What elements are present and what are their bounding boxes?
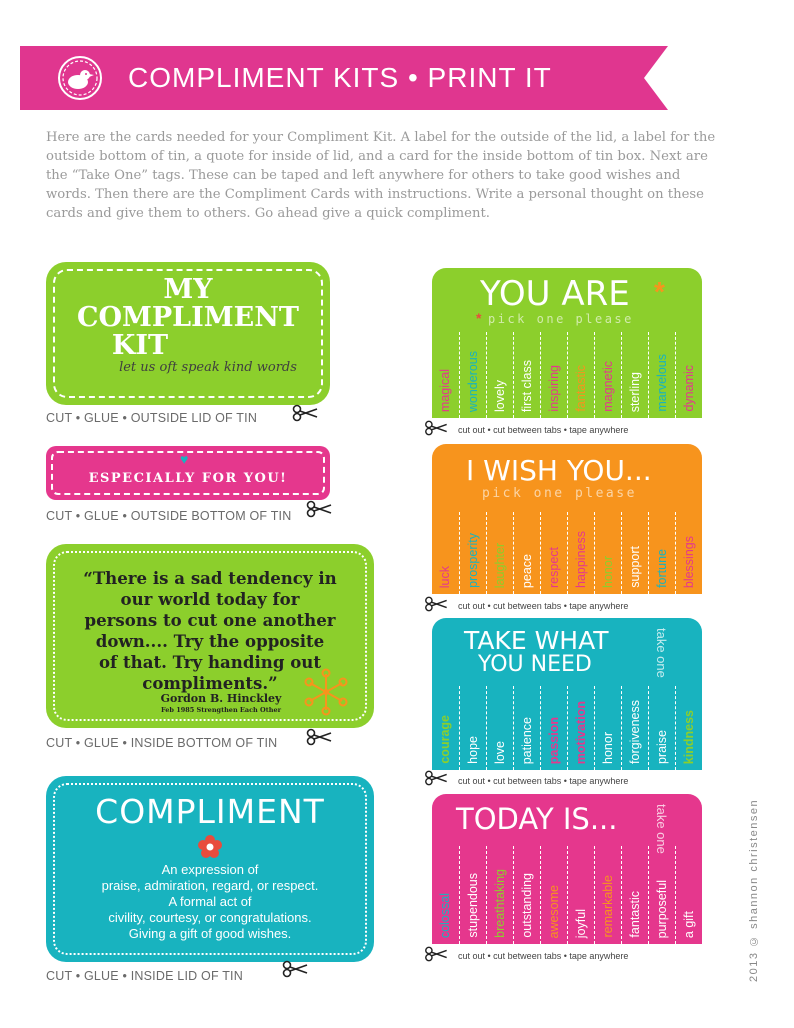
- compliment-definition-card: [46, 776, 374, 962]
- quote-line: compliments.”: [142, 673, 278, 693]
- tag-today-is: [432, 794, 702, 944]
- tag-caption: cut out • cut between tabs • tape anywhere: [458, 776, 629, 786]
- tag-caption: cut out • cut between tabs • tape anywhere: [458, 425, 629, 435]
- tear-tab[interactable]: hope: [459, 686, 486, 770]
- tag-title-line2: YOU NEED: [478, 652, 592, 677]
- tear-tab[interactable]: marvelous: [648, 332, 675, 418]
- copyright-credit: 2013 © shannon christensen: [748, 798, 760, 982]
- tear-tab[interactable]: sterling: [621, 332, 648, 418]
- definition-line: praise, admiration, regard, or respect.: [101, 878, 319, 893]
- quote-card: [46, 544, 374, 728]
- tear-tab[interactable]: wonderous: [459, 332, 486, 418]
- quote-author: Gordon B. Hinckley: [160, 692, 282, 705]
- take-one-label: take one: [654, 804, 669, 854]
- asterisk-icon: *: [654, 276, 665, 307]
- heart-icon: ♥: [180, 451, 189, 467]
- scissors-icon: [424, 946, 448, 962]
- tear-tab[interactable]: outstanding: [513, 846, 540, 944]
- tear-tab[interactable]: first class: [513, 332, 540, 418]
- header-banner: [20, 46, 668, 110]
- tear-tab[interactable]: praise: [648, 686, 675, 770]
- tear-tab[interactable]: peace: [513, 512, 540, 594]
- quote-caption: CUT • GLUE • INSIDE BOTTOM OF TIN: [46, 736, 278, 750]
- tag-title: I WISH YOU...: [466, 454, 652, 487]
- tag-tabs: [432, 846, 702, 944]
- tear-tab[interactable]: luck: [438, 565, 452, 588]
- page-title: COMPLIMENT KITS • PRINT IT: [128, 62, 552, 93]
- especially-text: ESPECIALLY FOR YOU!: [88, 471, 288, 486]
- tear-tab[interactable]: honor: [594, 686, 621, 770]
- quote-line: of that. Try handing out: [98, 652, 321, 672]
- tear-tab[interactable]: forgiveness: [621, 686, 648, 770]
- tag-tabs: [432, 686, 702, 770]
- kit-label-card: [46, 262, 330, 405]
- definition-line: An expression of: [161, 862, 259, 877]
- scissors-icon: [292, 404, 318, 422]
- flower-icon: [197, 834, 223, 860]
- tag-title: TAKE WHAT: [464, 626, 609, 655]
- tear-tab[interactable]: prosperity: [459, 512, 486, 594]
- compliment-title: COMPLIMENT: [95, 792, 325, 831]
- asterisk-icon: *: [476, 310, 482, 326]
- tear-tab[interactable]: honor: [594, 512, 621, 594]
- tear-tab[interactable]: support: [621, 512, 648, 594]
- tag-i-wish-you: [432, 444, 702, 594]
- compliment-caption: CUT • GLUE • INSIDE LID OF TIN: [46, 969, 243, 983]
- tear-tab[interactable]: courage: [438, 715, 452, 764]
- tear-tab[interactable]: lovely: [486, 332, 513, 418]
- kit-title-line2: COMPLIMENT: [76, 302, 300, 333]
- tag-title: TODAY IS...: [456, 802, 618, 836]
- tear-tab[interactable]: happiness: [567, 512, 594, 594]
- tear-tab[interactable]: motivation: [567, 686, 594, 770]
- tag-subtitle: pick one please: [482, 486, 637, 501]
- tear-tab[interactable]: laughter: [486, 512, 513, 594]
- especially-caption: CUT • GLUE • OUTSIDE BOTTOM OF TIN: [46, 509, 292, 523]
- tear-tab[interactable]: breathtaking: [486, 846, 513, 944]
- tear-tab[interactable]: remarkable: [594, 846, 621, 944]
- tear-tab[interactable]: passion: [540, 686, 567, 770]
- quote-line: our world today for: [120, 589, 300, 609]
- tag-tabs: [432, 332, 702, 418]
- tear-tab[interactable]: colossal: [438, 892, 452, 938]
- tear-tab[interactable]: a gift: [675, 846, 702, 944]
- kit-caption: CUT • GLUE • OUTSIDE LID OF TIN: [46, 411, 258, 425]
- scissors-icon: [282, 960, 308, 978]
- definition-line: Giving a gift of good wishes.: [128, 926, 292, 941]
- tear-tab[interactable]: fantastic: [621, 846, 648, 944]
- quote-date: Feb 1985 Strengthen Each Other: [161, 706, 281, 714]
- tear-tab[interactable]: love: [486, 686, 513, 770]
- tear-tab[interactable]: awesome: [540, 846, 567, 944]
- tag-you-are: [432, 268, 702, 418]
- tear-tab[interactable]: fortune: [648, 512, 675, 594]
- flower-burst-icon: [302, 668, 350, 716]
- tag-subtitle: pick one please: [488, 312, 634, 326]
- scissors-icon: [424, 596, 448, 612]
- kit-title-line3: KIT: [111, 330, 169, 361]
- scissors-icon: [306, 500, 332, 518]
- tear-tab[interactable]: blessings: [675, 512, 702, 594]
- tear-tab[interactable]: kindness: [675, 686, 702, 770]
- tear-tab[interactable]: respect: [540, 512, 567, 594]
- scissors-icon: [306, 728, 332, 746]
- kit-subtitle: let us oft speak kind words: [119, 360, 297, 375]
- scissors-icon: [424, 770, 448, 786]
- quote-line: persons to cut one another: [84, 610, 336, 630]
- tear-tab[interactable]: purposeful: [648, 846, 675, 944]
- quote-line: “There is a sad tendency in: [83, 568, 337, 588]
- tag-title: YOU ARE: [480, 274, 630, 314]
- tear-tab[interactable]: inspiring: [540, 332, 567, 418]
- definition-line: civility, courtesy, or congratulations.: [108, 910, 312, 925]
- tear-tab[interactable]: dynamic: [675, 332, 702, 418]
- kit-title-line1: MY: [163, 274, 213, 305]
- tag-tabs: [432, 512, 702, 594]
- tear-tab[interactable]: stupendous: [459, 846, 486, 944]
- intro-paragraph: Here are the cards needed for your Compliment Kit. A label for the outside of the lid, a label for the outside bottom of tin, a quote for inside of lid, and a card for the inside bottom of tin box. Next are the “Take One” tags. These can be taped and left anywhere for others to take good wishes and words. Then there are the Compliment Cards with instructions. Write a personal thought on these cards and give them to others. Go ahead give a quick compliment.: [46, 130, 716, 221]
- tear-tab[interactable]: magical: [438, 368, 452, 412]
- tag-caption: cut out • cut between tabs • tape anywhere: [458, 601, 629, 611]
- bird-logo-icon: [56, 54, 104, 102]
- take-one-label: take one: [654, 628, 669, 678]
- tear-tab[interactable]: joyful: [567, 846, 594, 944]
- tag-take-what-you-need: [432, 618, 702, 770]
- tag-caption: cut out • cut between tabs • tape anywhere: [458, 951, 629, 961]
- tear-tab[interactable]: patience: [513, 686, 540, 770]
- scissors-icon: [424, 420, 448, 436]
- quote-line: down.... Try the opposite: [95, 631, 325, 651]
- tear-tab[interactable]: magnetic: [594, 332, 621, 418]
- definition-line: A formal act of: [168, 894, 252, 909]
- especially-label-card: [46, 446, 330, 500]
- tear-tab[interactable]: fantastic: [567, 332, 594, 418]
